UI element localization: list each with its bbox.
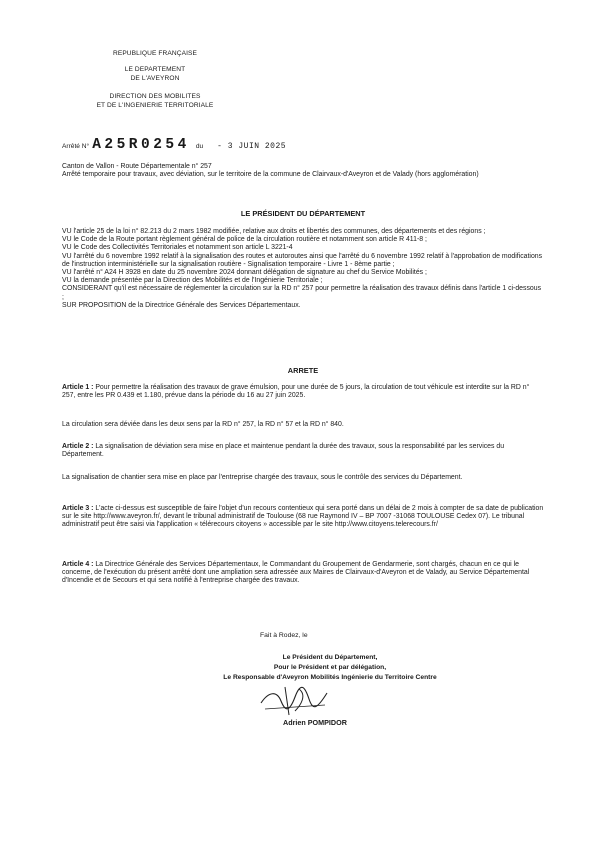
subject-line-1: Canton de Vallon - Route Départementale n° 257: [62, 163, 212, 170]
header-block: [60, 49, 250, 110]
president-title: LE PRÉSIDENT DU DÉPARTEMENT: [240, 209, 366, 218]
subject-block: [62, 163, 544, 179]
signatory-name: Adrien POMPIDOR: [283, 718, 347, 727]
considerant-item: VU l'article 25 de la loi n° 82.213 du 2 mars 1982 modifiée, relative aux droits et libertés des communes, des départements et des régions ;: [62, 228, 486, 235]
header-aveyron: DE L'AVEYRON: [130, 75, 180, 82]
arrete-number-row: [62, 137, 286, 153]
considerant-item: VU l'arrêté du 6 novembre 1992 relatif à la signalisation des routes et autoroutes ainsi que l'arrêté du 6 novembre 1992 relatif à l'approbation de modifications de l'instruction interministérielle sur la signalisation routière - Signalisation temporaire - Livre 1 - 8ème partie ;: [62, 252, 543, 268]
arrete-prefix: Arrêté N°: [62, 143, 90, 150]
article-4-label: Article 4 :: [62, 561, 94, 568]
considerants-list: [62, 228, 544, 310]
header-direction: DIRECTION DES MOBILITES: [109, 93, 201, 100]
article-1-text: Pour permettre la réalisation des travaux de grave émulsion, pour une durée de 5 jours, la circulation de tout véhicule est interdite sur la RD n° 257, entre les PR 0.439 et 1.180, prévue dans la période du 16 au 27 juin 2025.: [62, 384, 530, 400]
article-4-text: La Directrice Générale des Services Départementaux, le Commandant du Groupement de Gendarmerie, sont chargés, chacun en ce qui le concerne, de l'exécution du présent arrêté dont une ampliation sera adressée aux Maires de Clairvaux-d'Aveyron et de Valady, au Service Départemental d'Incendie et de Secours et qui sera notifié à l'entreprise chargée des travaux.: [62, 561, 530, 585]
signature-block: [150, 653, 510, 682]
considerant-item: CONSIDERANT qu'il est nécessaire de réglementer la circulation sur la RD n° 257 pour permettre la réalisation des travaux définis dans l'article 1 ci-dessous ;: [62, 285, 542, 301]
article-1-label: Article 1 :: [62, 384, 94, 391]
arrete-date-stamp: - 3 JUIN 2025: [217, 142, 287, 151]
signature-line-3: Le Responsable d'Aveyron Mobilités Ingénierie du Territoire Centre: [223, 673, 437, 681]
signature-line-2: Pour le Président et par délégation,: [273, 663, 387, 671]
arrete-number: A25R0254: [92, 137, 190, 153]
subject-line-2: Arrêté temporaire pour travaux, avec déviation, sur le territoire de la commune de Clairvaux-d'Aveyron et de Valady (hors agglomération): [62, 171, 479, 179]
article-2-label: Article 2 :: [62, 443, 94, 450]
handwritten-signature: [255, 683, 335, 719]
arrete-title: ARRETE: [287, 366, 319, 375]
article-3-label: Article 3 :: [62, 505, 94, 512]
article-2: [62, 443, 544, 459]
considerant-item: SUR PROPOSITION de la Directrice Générale des Services Départementaux.: [62, 301, 301, 309]
article-2-chantier: La signalisation de chantier sera mise en place par l'entreprise chargée des travaux, sous le contrôle des services du Département.: [62, 474, 463, 481]
article-1-deviation: La circulation sera déviée dans les deux sens par la RD n° 257, la RD n° 57 et la RD n° 840.: [62, 421, 344, 428]
header-republique: REPUBLIQUE FRANÇAISE: [112, 50, 198, 57]
article-3: [62, 505, 544, 530]
article-4: [62, 561, 544, 586]
article-1: [62, 384, 544, 400]
article-2-text: La signalisation de déviation sera mise en place et maintenue pendant la durée des travaux, sous la responsabilité par les services du Département.: [62, 443, 505, 459]
arrete-du: du: [195, 143, 204, 150]
considerant-item: VU le Code de la Route portant règlement général de police de la circulation routière et notamment son article R 411-8 ;: [62, 236, 427, 244]
header-departement: LE DEPARTEMENT: [124, 66, 186, 73]
signature-line-1: Le Président du Département,: [282, 654, 378, 661]
considerant-item: VU l'arrêté n° A24 H 3928 en date du 25 novembre 2024 donnant délégation de signature au chef du Service Mobilités ;: [62, 269, 427, 277]
signature-place: Fait à Rodez, le: [260, 632, 308, 639]
article-3-text: L'acte ci-dessus est susceptible de faire l'objet d'un recours contentieux qui sera porté dans un délai de 2 mois à compter de sa date de publication sur le site http://www.aveyron.fr/, devant le tribunal administratif de Toulouse (68 rue Raymond IV – BP 7007 -31068 TOULOUSE Cedex 07). Le tribunal administratif peut être saisi via l'application « télérecours citoyens » accessible par le site http://www.citoyens.telerecours.fr/: [62, 505, 544, 529]
considerant-item: VU la demande présentée par la Direction des Mobilités et de l'Ingénierie Territoriale ;: [62, 277, 323, 285]
header-ingenierie: ET DE L'INGENIERIE TERRITORIALE: [96, 102, 214, 109]
considerant-item: VU le Code des Collectivités Territoriales et notamment son article L 3221-4: [62, 244, 293, 252]
